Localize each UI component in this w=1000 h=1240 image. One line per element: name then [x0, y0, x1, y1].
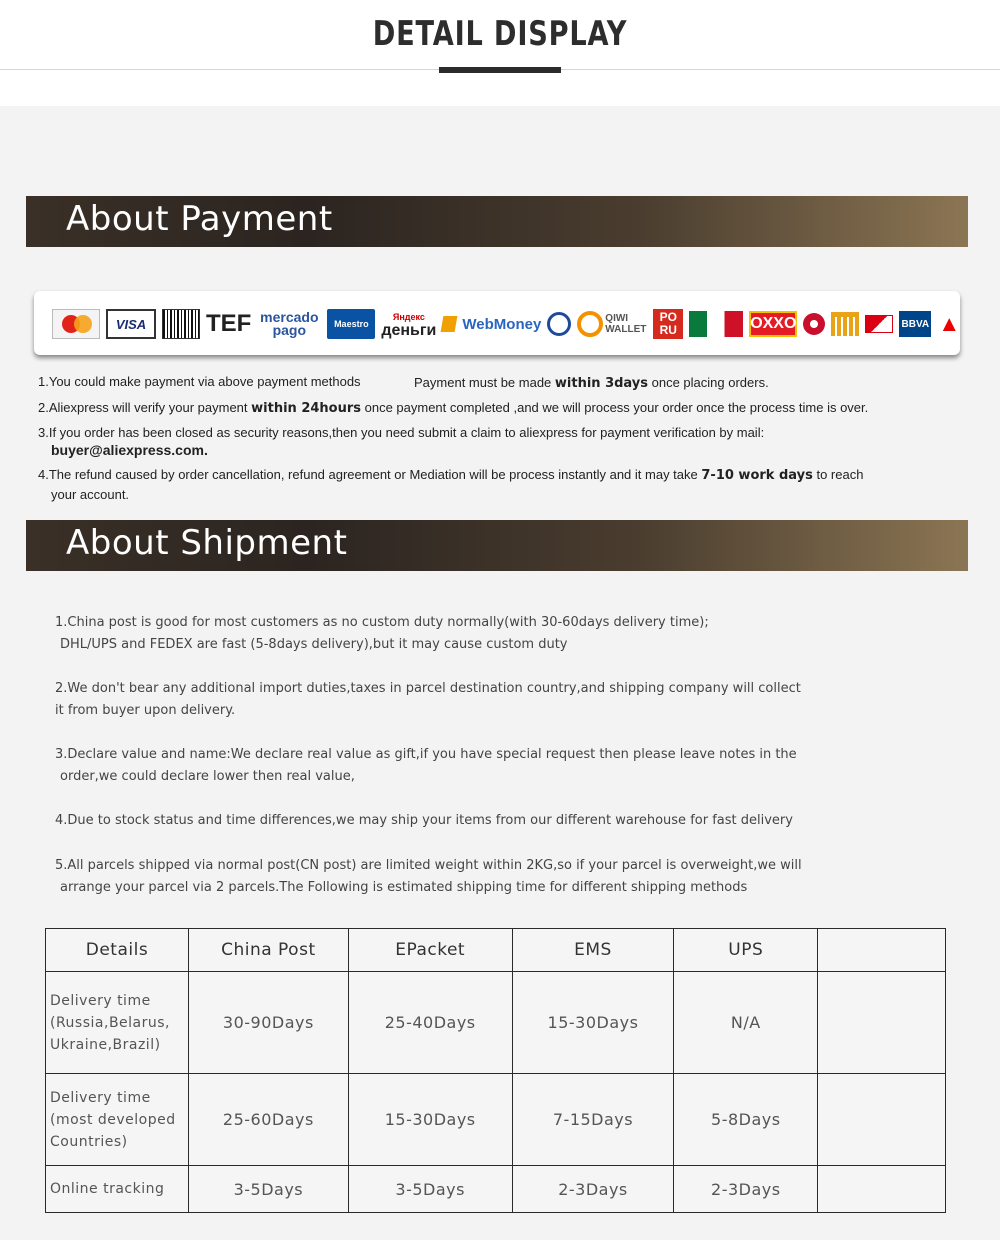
bank-building-icon [831, 312, 859, 336]
payment-banner [26, 196, 968, 247]
tef-logo: TEF [206, 310, 252, 337]
page-title: DETAIL DISPLAY [372, 14, 628, 54]
table-cell: 3-5Days [188, 1166, 348, 1213]
row-label-line: Online tracking [50, 1181, 165, 1197]
row-label [46, 1166, 189, 1213]
table-cell: 25-40Days [348, 972, 512, 1074]
row-label-line: Delivery time [50, 1089, 151, 1106]
payment-logos [52, 308, 967, 340]
table-cell [818, 1166, 946, 1213]
visa-logo: VISA [106, 309, 156, 339]
table-header [818, 929, 946, 972]
note-text: . [203, 442, 208, 458]
shipment-banner [26, 520, 968, 571]
payment-note-2 [38, 400, 868, 416]
webmoney-logo: WebMoney [462, 315, 542, 333]
poru-logo: PO RU [653, 309, 683, 339]
table-cell: 5-8Days [674, 1074, 818, 1166]
payment-note-1b [414, 375, 769, 391]
table-cell: 2-3Days [674, 1166, 818, 1213]
santander-icon: ▲ [938, 311, 961, 336]
webmoney-icon [441, 316, 458, 332]
mastercard-logo [52, 309, 100, 339]
payment-methods-strip [34, 291, 960, 355]
title-underline [439, 67, 561, 73]
shipment-note-2b: it from buyer upon delivery. [55, 703, 236, 718]
payment-banner-title: About Payment [66, 199, 333, 239]
table-cell [818, 1074, 946, 1166]
note-emphasis: 7-10 work days [701, 468, 813, 483]
shipment-note-1b: DHL/UPS and FEDEX are fast (5-8days delivery),but it may cause custom duty [60, 637, 568, 652]
note-text: 4.The refund caused by order cancellation, refund agreement or Mediation will be process instantly and it may take [38, 467, 702, 482]
oxxo-logo: OXXO [749, 311, 797, 337]
table-cell [818, 972, 946, 1074]
payment-note-3: 3.If you order has been closed as security reasons,then you need submit a claim to aliexpress for payment verification by mail: [38, 425, 765, 440]
note-emphasis: within 24hours [251, 401, 361, 416]
shipment-note-2a: 2.We don't bear any additional import duties,taxes in parcel destination country,and shipping company will collect [55, 681, 801, 696]
yandex-label: деньги [381, 322, 437, 339]
shipment-note-3a: 3.Declare value and name:We declare real value as gift,if you have special request then please leave notes in the [55, 747, 797, 762]
table-row [46, 1166, 946, 1213]
row-label-line: Ukraine,Brazil) [50, 1036, 161, 1053]
table-row [46, 1074, 946, 1166]
globe-icon [547, 312, 571, 336]
note-text: Payment must be made [414, 375, 555, 390]
note-text: 2.Aliexpress will verify your payment [38, 400, 252, 415]
row-label-line: Countries) [50, 1133, 128, 1150]
yandex-money-logo [381, 310, 436, 338]
table-cell: 7-15Days [512, 1074, 674, 1166]
qiwi-wallet-logo: QIWI WALLET [605, 313, 647, 335]
table-cell: N/A [674, 972, 818, 1074]
table-header: Details [46, 929, 189, 972]
table-row [46, 972, 946, 1074]
yandex-small-label: Яндекс [392, 312, 425, 322]
row-label [46, 972, 189, 1074]
table-cell: 3-5Days [348, 1166, 512, 1213]
shipment-note-4: 4.Due to stock status and time differences,we may ship your items from our different warehouse for fast delivery [55, 813, 793, 828]
table-cell: 30-90Days [188, 972, 348, 1074]
note-text: your account. [51, 487, 130, 502]
shipment-note-3b: order,we could declare lower then real value, [60, 769, 355, 784]
shipment-banner-title: About Shipment [66, 523, 348, 563]
bbva-logo: BBVA [899, 311, 931, 337]
note-text: once payment completed ,and we will process your order once the process time is over. [361, 400, 869, 415]
note-emphasis: within 3days [554, 376, 649, 391]
payment-note-1: 1.You could make payment via above payment methods [38, 374, 361, 389]
table-cell: 15-30Days [348, 1074, 512, 1166]
row-label-line: Delivery time [50, 992, 151, 1009]
mexico-flag-icon [689, 311, 743, 337]
payment-note-4 [38, 465, 968, 504]
support-email: buyer@aliexpress.com [51, 442, 204, 458]
note-text: once placing orders. [648, 375, 769, 390]
qiwi-icon [577, 311, 603, 337]
mercadopago-logo: mercado pago [260, 309, 319, 338]
row-label-line: (most developed [50, 1111, 176, 1128]
maestro-logo: Maestro [327, 309, 375, 339]
shipment-note-5b: arrange your parcel via 2 parcels.The Following is estimated shipping time for different shipping methods [60, 880, 748, 895]
table-header: EPacket [348, 929, 512, 972]
table-header: China Post [188, 929, 348, 972]
table-header: EMS [512, 929, 674, 972]
payment-note-3-email [51, 442, 208, 458]
row-label [46, 1074, 189, 1166]
table-cell: 2-3Days [512, 1166, 674, 1213]
table-header-row [46, 929, 946, 972]
shipping-time-table [45, 928, 946, 1213]
shipment-note-5a: 5.All parcels shipped via normal post(CN post) are limited weight within 2KG,so if your parcel is overweight,we will [55, 858, 802, 873]
row-label-line: (Russia,Belarus, [50, 1014, 170, 1031]
boleto-logo [162, 309, 200, 339]
table-cell: 25-60Days [188, 1074, 348, 1166]
note-text: to reach [812, 467, 864, 482]
table-cell: 15-30Days [512, 972, 674, 1074]
hsbc-icon [865, 315, 893, 333]
shipment-note-1a: 1.China post is good for most customers as no custom duty normally(with 30-60days delivery time); [55, 615, 709, 630]
table-header: UPS [674, 929, 818, 972]
bank-flower-icon [803, 313, 825, 335]
